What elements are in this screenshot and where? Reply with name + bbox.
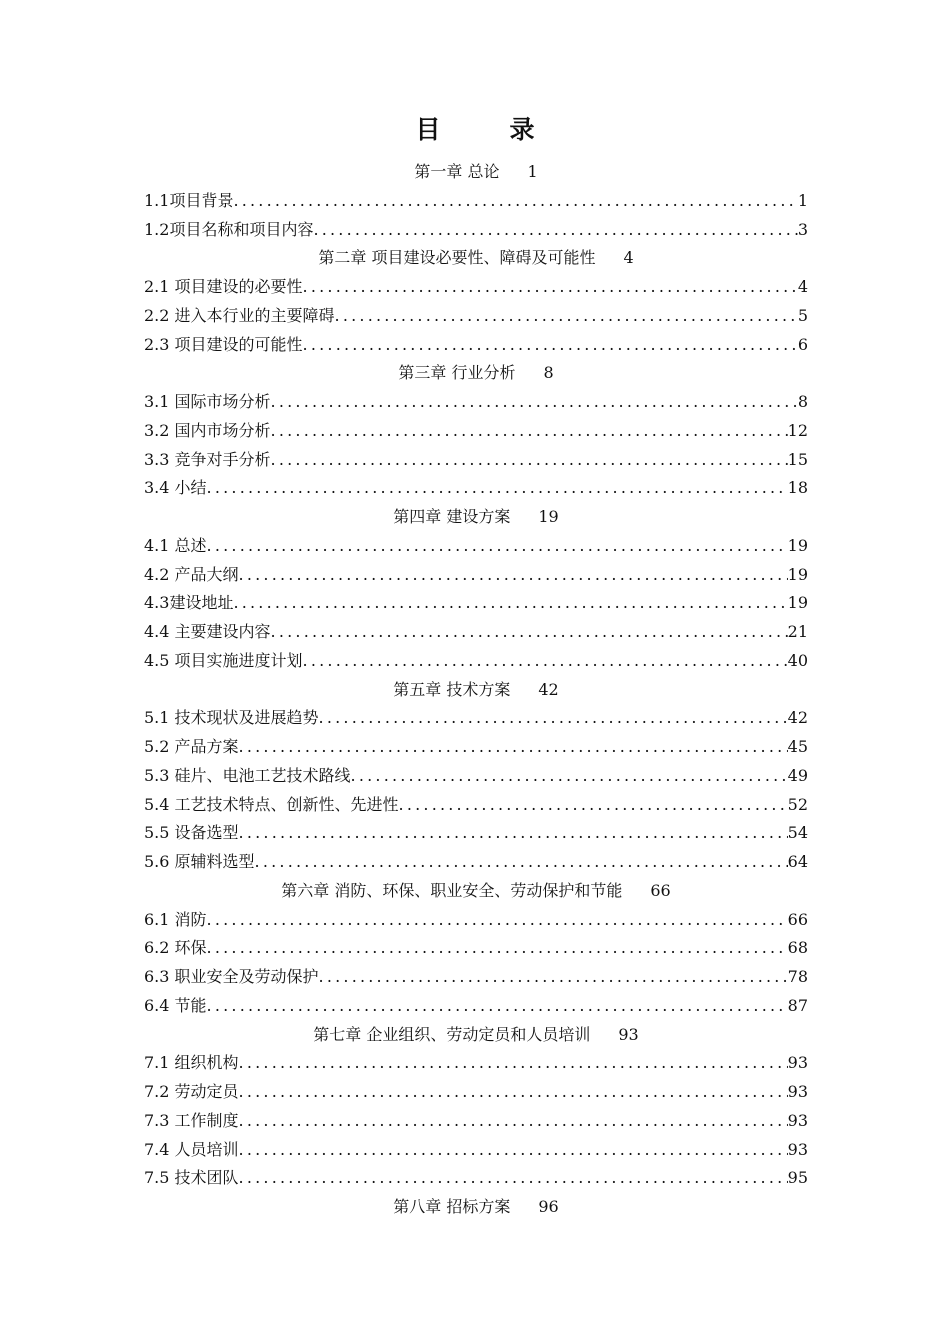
section-label: 3.1 国际市场分析: [144, 392, 271, 411]
section-label: 6.2 环保: [144, 938, 207, 958]
dot-leader: [271, 388, 798, 417]
section-page-number: 42: [787, 708, 808, 728]
dot-leader: [319, 963, 788, 992]
section-page-number: 49: [787, 765, 808, 785]
section-page-number: 93: [787, 1082, 808, 1101]
chapter-label: 第八章 招标方案: [393, 1197, 511, 1216]
dot-leader: [239, 1136, 788, 1165]
section-page-number: 52: [787, 794, 808, 814]
section-label: 7.2 劳动定员: [144, 1082, 239, 1101]
section-label: 7.1 组织机构: [144, 1053, 239, 1073]
section-label: 4.3建设地址: [144, 593, 234, 613]
section-page-number: 93: [787, 1139, 808, 1159]
toc-section-entry[interactable]: [144, 618, 808, 647]
section-label: 3.2 国内市场分析: [144, 420, 271, 440]
section-label: 6.1 消防: [144, 909, 207, 929]
section-page-number: 54: [787, 823, 808, 843]
section-label: 5.5 设备选型: [144, 823, 239, 843]
dot-leader: [207, 934, 788, 963]
section-page-number: 64: [787, 852, 808, 871]
toc-chapter-entry[interactable]: [144, 503, 808, 532]
dot-leader: [239, 1164, 788, 1193]
section-page-number: 3: [797, 219, 808, 239]
chapter-label: 第三章 行业分析: [398, 363, 516, 383]
toc-chapter-entry[interactable]: [144, 676, 808, 705]
chapter-label: 第四章 建设方案: [393, 507, 511, 526]
dot-leader: [207, 532, 788, 561]
toc-chapter-entry[interactable]: [144, 1193, 808, 1222]
dot-leader: [313, 216, 797, 245]
section-label: 2.3 项目建设的可能性: [144, 334, 303, 354]
dot-leader: [303, 647, 788, 676]
toc-section-entry[interactable]: [144, 561, 808, 590]
toc-section-entry[interactable]: [144, 762, 808, 791]
section-label: 4.2 产品大纲: [144, 564, 239, 584]
section-label: 4.5 项目实施进度计划: [144, 650, 303, 670]
toc-chapter-entry[interactable]: [144, 158, 808, 187]
section-page-number: 19: [787, 593, 808, 613]
section-page-number: 8: [797, 392, 808, 411]
section-label: 5.3 硅片、电池工艺技术路线: [144, 765, 351, 785]
toc-section-entry[interactable]: [144, 273, 808, 302]
dot-leader: [271, 417, 788, 446]
dot-leader: [207, 992, 788, 1021]
section-label: 2.2 进入本行业的主要障碍: [144, 305, 335, 325]
section-page-number: 78: [787, 967, 808, 986]
toc-section-entry[interactable]: [144, 1107, 808, 1136]
chapter-page-number: 93: [618, 1024, 639, 1044]
chapter-label: 第二章 项目建设必要性、障碍及可能性: [318, 248, 596, 268]
toc-section-entry[interactable]: [144, 704, 808, 733]
dot-leader: [303, 331, 798, 360]
chapter-page-number: 4: [623, 248, 634, 268]
dot-leader: [239, 1107, 788, 1136]
toc-section-entry[interactable]: [144, 1136, 808, 1165]
dot-leader: [335, 302, 798, 331]
section-label: 4.1 总述: [144, 535, 207, 555]
section-page-number: 95: [787, 1168, 808, 1188]
chapter-page-number: 1: [527, 162, 538, 181]
toc-section-entry[interactable]: [144, 1078, 808, 1107]
dot-leader: [399, 791, 788, 820]
section-label: 1.2项目名称和项目内容: [144, 219, 314, 239]
dot-leader: [319, 704, 788, 733]
toc-section-entry[interactable]: [144, 791, 808, 820]
section-page-number: 5: [797, 305, 808, 325]
toc-section-entry[interactable]: [144, 417, 808, 446]
chapter-label: 第一章 总论: [414, 162, 500, 181]
toc-section-entry[interactable]: [144, 187, 808, 216]
dot-leader: [271, 446, 788, 475]
toc-section-entry[interactable]: [144, 1049, 808, 1078]
dot-leader: [351, 762, 788, 791]
section-page-number: 19: [787, 564, 808, 584]
section-page-number: 93: [787, 1110, 808, 1130]
toc-chapter-entry[interactable]: [144, 244, 808, 273]
chapter-label: 第五章 技术方案: [393, 679, 511, 699]
section-page-number: 68: [787, 938, 808, 958]
dot-leader: [233, 589, 787, 618]
toc-section-entry[interactable]: [144, 906, 808, 935]
chapter-page-number: 66: [650, 880, 671, 900]
dot-leader: [303, 273, 798, 302]
section-label: 3.4 小结: [144, 478, 207, 498]
toc-section-entry[interactable]: [144, 446, 808, 475]
toc-section-entry[interactable]: [144, 302, 808, 331]
dot-leader: [207, 906, 788, 935]
dot-leader: [233, 187, 797, 216]
dot-leader: [255, 848, 788, 877]
toc-list: [144, 158, 808, 1222]
section-page-number: 4: [797, 277, 808, 296]
section-label: 7.3 工作制度: [144, 1110, 239, 1130]
section-label: 5.2 产品方案: [144, 737, 239, 756]
chapter-page-number: 42: [538, 679, 559, 699]
section-page-number: 40: [787, 650, 808, 670]
chapter-label: 第六章 消防、环保、职业安全、劳动保护和节能: [281, 880, 623, 900]
toc-section-entry[interactable]: [144, 819, 808, 848]
toc-title: 目 录: [415, 115, 557, 144]
dot-leader: [239, 733, 788, 762]
section-page-number: 6: [797, 334, 808, 354]
section-page-number: 12: [787, 420, 808, 440]
chapter-page-number: 8: [543, 363, 554, 383]
dot-leader: [271, 618, 788, 647]
toc-section-entry[interactable]: [144, 532, 808, 561]
section-label: 6.4 节能: [144, 995, 207, 1015]
section-page-number: 21: [787, 622, 808, 641]
toc-chapter-entry[interactable]: [144, 877, 808, 906]
toc-section-entry[interactable]: [144, 1164, 808, 1193]
toc-section-entry[interactable]: [144, 963, 808, 992]
section-page-number: 66: [787, 909, 808, 929]
toc-section-entry[interactable]: [144, 992, 808, 1021]
section-label: 5.1 技术现状及进展趋势: [144, 708, 319, 728]
toc-chapter-entry[interactable]: [144, 1021, 808, 1050]
section-page-number: 15: [787, 449, 808, 469]
section-label: 2.1 项目建设的必要性: [144, 277, 303, 296]
dot-leader: [239, 1078, 788, 1107]
toc-section-entry[interactable]: [144, 733, 808, 762]
chapter-page-number: 19: [538, 507, 559, 526]
toc-chapter-entry[interactable]: [144, 359, 808, 388]
toc-section-entry[interactable]: [144, 216, 808, 245]
toc-section-entry[interactable]: [144, 474, 808, 503]
section-label: 5.4 工艺技术特点、创新性、先进性: [144, 794, 399, 814]
toc-section-entry[interactable]: [144, 934, 808, 963]
toc-section-entry[interactable]: [144, 331, 808, 360]
section-label: 7.5 技术团队: [144, 1168, 239, 1188]
dot-leader: [239, 819, 788, 848]
section-page-number: 87: [787, 995, 808, 1015]
toc-section-entry[interactable]: [144, 848, 808, 877]
section-label: 4.4 主要建设内容: [144, 622, 271, 641]
toc-section-entry[interactable]: [144, 388, 808, 417]
section-page-number: 93: [787, 1053, 808, 1073]
section-label: 5.6 原辅料选型: [144, 852, 255, 871]
chapter-label: 第七章 企业组织、劳动定员和人员培训: [313, 1024, 591, 1044]
section-page-number: 19: [787, 535, 808, 555]
section-label: 7.4 人员培训: [144, 1139, 239, 1159]
chapter-page-number: 96: [538, 1197, 559, 1216]
dot-leader: [239, 1049, 788, 1078]
section-label: 6.3 职业安全及劳动保护: [144, 967, 319, 986]
dot-leader: [207, 474, 788, 503]
section-page-number: 1: [797, 190, 808, 210]
section-label: 1.1项目背景: [144, 190, 234, 210]
toc-section-entry[interactable]: [144, 589, 808, 618]
section-page-number: 45: [787, 737, 808, 756]
section-page-number: 18: [787, 478, 808, 498]
dot-leader: [239, 561, 788, 590]
section-label: 3.3 竞争对手分析: [144, 449, 271, 469]
toc-section-entry[interactable]: [144, 647, 808, 676]
